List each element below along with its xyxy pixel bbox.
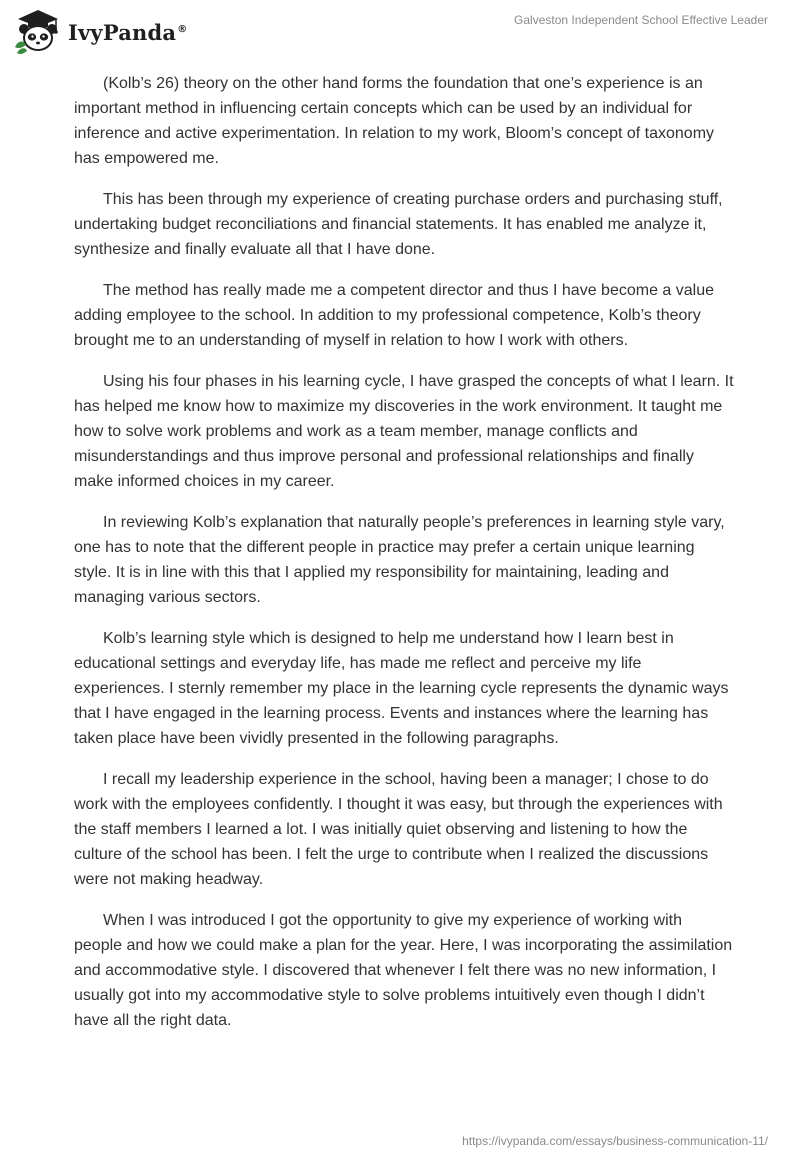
paragraph: Using his four phases in his learning cycle, I have grasped the concepts of what I learn. It has helped me know how to maximize my discoveries in the work environment. It taught me how to solve work problems and work as a team member, manage conflicts and misunderstandings and thus improve personal and professional relationships and finally make informed choices in my career. xyxy=(74,373,734,490)
paragraph: Kolb’s learning style which is designed to help me understand how I learn best in educational settings and everyday life, has made me reflect and perceive my life experiences. I sternly remember my place in the learning cycle represents the dynamic ways that I have engaged in the learning process. Events and instances where the learning has taken place have been vividly presented in the following paragraphs. xyxy=(74,630,729,747)
panda-graduate-logo-icon xyxy=(12,7,64,55)
paragraph: In reviewing Kolb’s explanation that naturally people’s preferences in learning style vary, one has to note that the different people in practice may prefer a certain unique learning style. It is in line with this that I applied my responsibility for maintaining, leading and managing various sectors. xyxy=(74,514,725,606)
essay-body xyxy=(74,71,734,1049)
registered-mark: ® xyxy=(177,23,188,35)
page-header xyxy=(0,0,800,60)
paragraph: (Kolb’s 26) theory on the other hand forms the foundation that one’s experience is an important method in influencing certain concepts which can be used by an individual for inference and active experimentation. In relation to my work, Bloom’s concept of taxonomy has empowered me. xyxy=(74,75,715,167)
paragraph: I recall my leadership experience in the school, having been a manager; I chose to do work with the employees confidently. I thought it was easy, but through the experiences with the staff members I learned a lot. I was initially quiet observing and listening to how the culture of the school has been. I felt the urge to contribute when I realized the discussions were not making headway. xyxy=(74,771,723,888)
document-title: Galveston Independent School Effective Leader xyxy=(514,13,768,27)
brand-name: IvyPanda® xyxy=(68,19,188,45)
source-url[interactable]: https://ivypanda.com/essays/business-communication-11/ xyxy=(462,1134,768,1148)
paragraph: This has been through my experience of creating purchase orders and purchasing stuff, undertaking budget reconciliations and financial statements. It has enabled me analyze it, synthesize and finally evaluate all that I have done. xyxy=(74,191,723,258)
ivypanda-logo[interactable] xyxy=(12,6,187,56)
paragraph: When I was introduced I got the opportunity to give my experience of working with people and how we could make a plan for the year. Here, I was incorporating the assimilation and accommodative style. I discovered that whenever I felt there was no new information, I usually got into my accommodative style to solve problems intuitively even though I didn’t have all the right data. xyxy=(74,912,733,1029)
paragraph: The method has really made me a competent director and thus I have become a value adding employee to the school. In addition to my professional competence, Kolb’s theory brought me to an understanding of myself in relation to how I work with others. xyxy=(74,282,715,349)
